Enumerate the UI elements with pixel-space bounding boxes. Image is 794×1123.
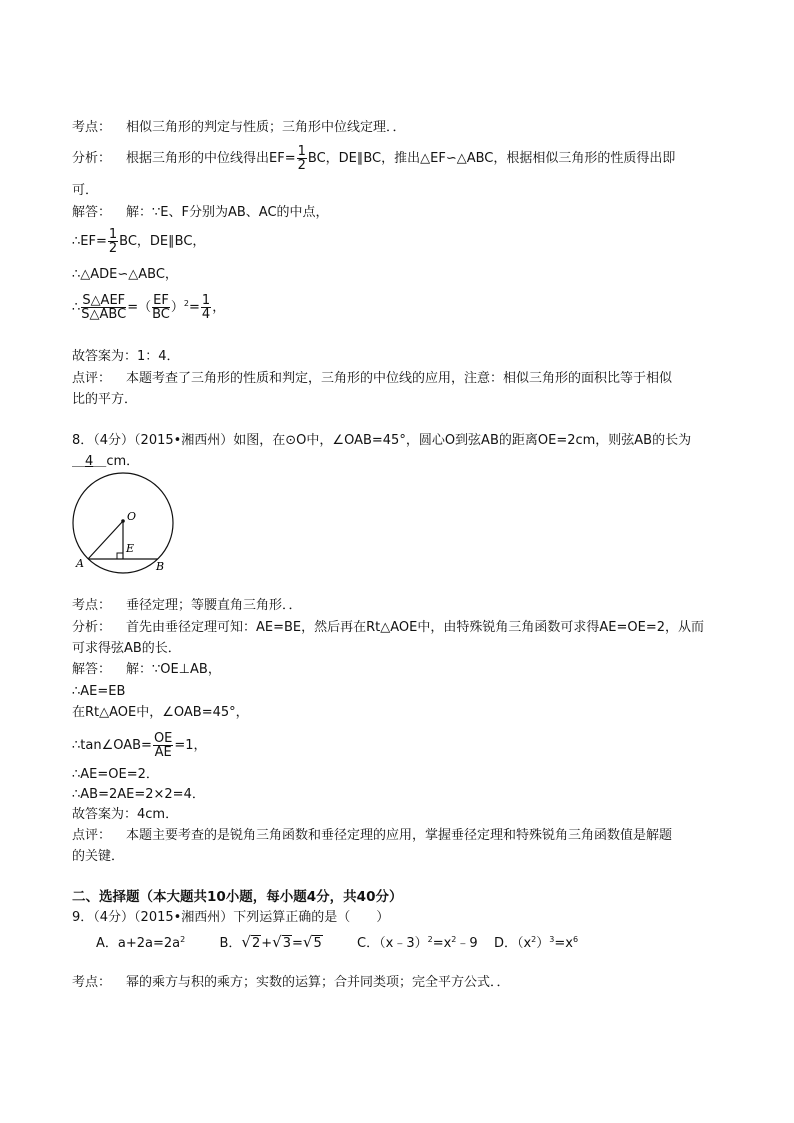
section-heading: 二、选择题（本大题共10小题，每小题4分，共40分） bbox=[72, 889, 403, 905]
half-fraction: $\frac{1}{2}$ bbox=[108, 227, 118, 256]
quarter-fraction: $\frac{1}{4}$ bbox=[201, 293, 211, 322]
q9-option-d: D．$(x^2)^3=x^6$ bbox=[493, 935, 579, 951]
jieda-label: 解答： bbox=[72, 662, 112, 677]
half-fraction: $\frac{1}{2}$ bbox=[297, 144, 306, 173]
center-point bbox=[121, 519, 125, 523]
fenxi-label: 分析： bbox=[72, 620, 112, 635]
q8-stem: 8．（4分）（2015•湘西州）如图，在⊙O中，∠OAB=45°，圆心O到弦AB的距离OE=2cm，则弦AB的长为 bbox=[72, 433, 692, 448]
q7-step-ef: ∴EF= $\frac{1}{2}$ BC，DE∥BC， bbox=[72, 227, 206, 256]
q7-jieda-line: 解答： 解：∵E、F分别为AB、AC的中点， bbox=[72, 205, 329, 220]
q9-option-c: C．$(x﹣3)^2=x^2﹣9$ bbox=[357, 935, 478, 951]
q7-fenxi-cont: 可． bbox=[72, 183, 99, 198]
sqrt-icon: √3 bbox=[272, 933, 292, 951]
q8-answer: 故答案为：4cm． bbox=[72, 807, 179, 822]
q7-dianping-line: 点评： 本题考查了三角形的性质和判定，三角形的中位线的应用，注意：相似三角形的面积比等于相似 bbox=[72, 371, 673, 386]
q7-fenxi-line: 分析： 根据三角形的中位线得出EF= $\frac{1}{2}$ BC，DE∥BC，推出△EF∽△ABC，根据相似三角形的性质得出即 bbox=[72, 144, 676, 173]
dianping-label: 点评： bbox=[72, 828, 112, 843]
oe-ae-fraction: $\frac{OE}{AE}$ bbox=[153, 731, 173, 760]
q9-kaodian-line: 考点： 幂的乘方与积的乘方；实数的运算；合并同类项；完全平方公式．． bbox=[72, 975, 510, 990]
q8-dianping-line: 点评： 本题主要考查的是锐角三角函数和垂径定理的应用，掌握垂径定理和特殊锐角三角函数值是解题 bbox=[72, 828, 673, 843]
ef-bc-fraction: $\frac{EF}{BC}$ bbox=[152, 293, 170, 322]
right-angle-mark bbox=[117, 553, 123, 559]
sqrt-icon: √2 bbox=[241, 933, 261, 951]
q7-kaodian-line bbox=[72, 119, 406, 137]
q9-option-b: B．√2+√3=√5 bbox=[219, 933, 322, 951]
q8-blank-answer: 4 bbox=[85, 454, 94, 469]
q9-options bbox=[96, 931, 578, 953]
q7-dianping-cont: 比的平方． bbox=[72, 392, 138, 407]
label-o: O bbox=[127, 510, 137, 523]
kaodian-label: 考点： bbox=[72, 598, 112, 613]
q8-step-3: 在Rt△AOE中，∠OAB=45°， bbox=[72, 705, 249, 720]
sqrt-icon: √5 bbox=[302, 933, 322, 951]
kaodian-label: 考点： bbox=[72, 120, 112, 135]
q8-step-tan: ∴tan∠OAB= $\frac{OE}{AE}$ =1， bbox=[72, 731, 207, 760]
q7-step-ratio: ∴ $\frac{\text{S△AEF}}{\text{S△ABC}}$ =（ $\frac{EF}{BC}$ ）$^2$= $\frac{1}{4}$ ， bbox=[72, 293, 226, 322]
q8-fenxi-line: 分析： 首先由垂径定理可知：AE=BE，然后再在Rt△AOE中，由特殊锐角三角函数可求得AE=OE=2，从而 bbox=[72, 620, 704, 635]
q9-stem: 9．（4分）（2015•湘西州）下列运算正确的是（ ） bbox=[72, 910, 390, 925]
q8-fenxi-cont: 可求得弦AB的长． bbox=[72, 641, 181, 656]
q8-kaodian-line: 考点： 垂径定理；等腰直角三角形．． bbox=[72, 598, 302, 613]
fenxi-label: 分析： bbox=[72, 151, 112, 166]
label-e: E bbox=[126, 542, 135, 555]
q7-step-similar: ∴△ADE∽△ABC， bbox=[72, 267, 178, 282]
label-b: B bbox=[156, 560, 165, 573]
area-ratio-fraction: $\frac{\text{S△AEF}}{\text{S△ABC}}$ bbox=[81, 293, 127, 322]
dianping-label: 点评： bbox=[72, 371, 112, 386]
q8-stem-cont: ＿4＿cm． bbox=[72, 454, 140, 469]
q8-step-5: ∴AE=OE=2． bbox=[72, 767, 159, 782]
q8-jieda-line: 解答： 解：∵OE⊥AB， bbox=[72, 662, 221, 677]
label-a: A bbox=[76, 557, 84, 570]
kaodian-label: 考点： bbox=[72, 975, 112, 990]
circle-diagram bbox=[68, 470, 178, 578]
q7-answer: 故答案为：1：4． bbox=[72, 349, 180, 364]
q7-kaodian-text: 相似三角形的判定与性质；三角形中位线定理．． bbox=[126, 120, 406, 135]
q8-step-2: ∴AE=EB bbox=[72, 684, 126, 699]
q9-option-a: A．$a+2a=2a^2$ bbox=[96, 935, 186, 951]
q8-step-6: ∴AB=2AE=2×2=4． bbox=[72, 787, 205, 802]
jieda-label: 解答： bbox=[72, 205, 112, 220]
q8-dianping-cont: 的关键． bbox=[72, 849, 125, 864]
